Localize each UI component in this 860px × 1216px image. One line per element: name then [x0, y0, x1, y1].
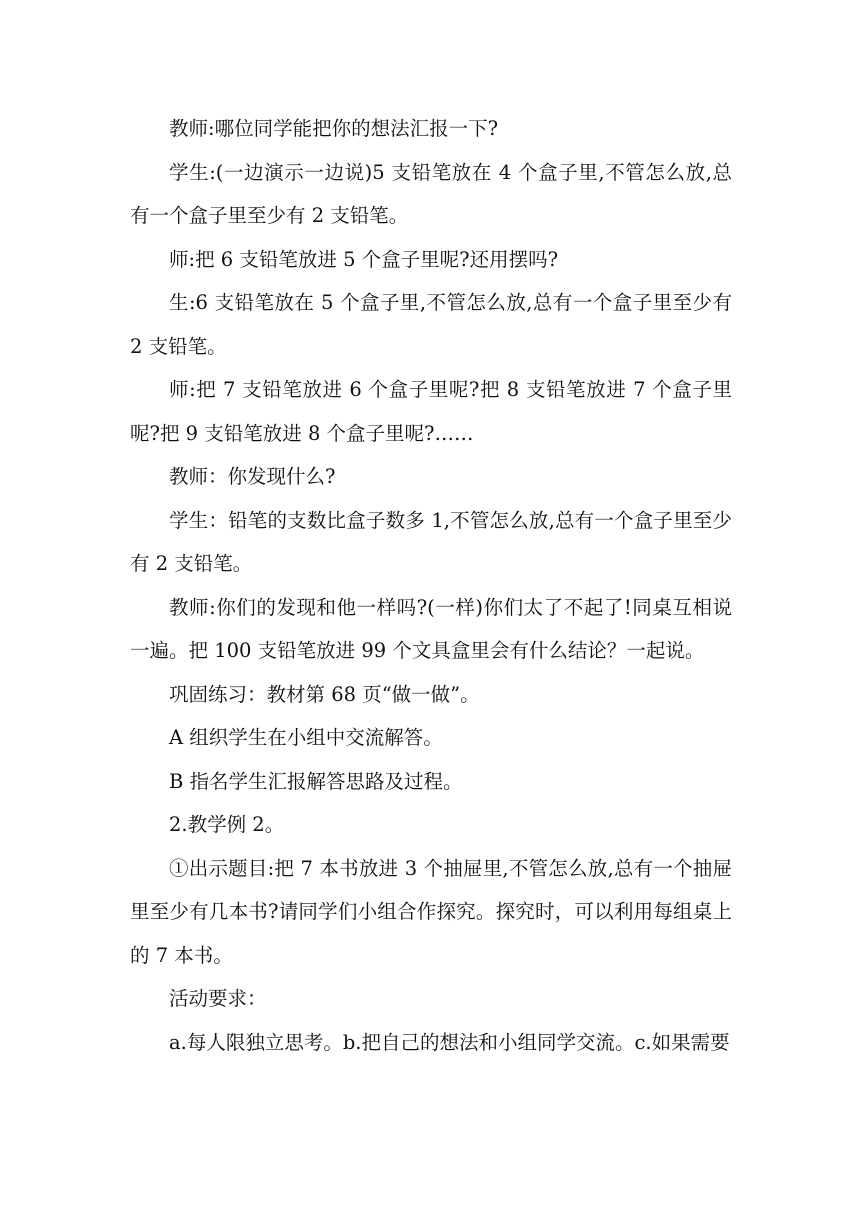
paragraph-student-6-pencils: 生:6 支铅笔放在 5 个盒子里,不管怎么放,总有一个盒子里至少有 2 支铅笔。	[130, 291, 732, 358]
paragraph-example-2-heading: 2.教学例 2。	[169, 813, 285, 836]
paragraph-practice-b: B 指名学生汇报解答思路及过程。	[169, 769, 463, 793]
paragraph-teacher-discovery: 教师：你发现什么?	[169, 465, 336, 488]
paragraph-teacher-more-cases: 师:把 7 支铅笔放进 6 个盒子里呢?把 8 支铅笔放进 7 个盒子里呢?把 9 支铅笔放进 8 个盒子里呢?……	[130, 378, 732, 445]
paragraph-practice: 巩固练习：教材第 68 页“做一做”。	[169, 682, 480, 706]
paragraph-student-demo: 学生:(一边演示一边说)5 支铅笔放在 4 个盒子里,不管怎么放,总有一个盒子里至少有 2 支铅笔。	[130, 160, 732, 227]
paragraph-activity-steps: a.每人限独立思考。b.把自己的想法和小组同学交流。c.如果需要	[169, 1030, 730, 1054]
paragraph-activity-requirements: 活动要求：	[169, 987, 267, 1010]
paragraph-teacher-6-pencils: 师:把 6 支铅笔放进 5 个盒子里呢?还用摆吗?	[169, 247, 559, 271]
paragraph-practice-a: A 组织学生在小组中交流解答。	[169, 726, 443, 749]
paragraph-example-2-problem: ①出示题目:把 7 本书放进 3 个抽屉里,不管怎么放,总有一个抽屉里至少有几本书?请同学们小组合作探究。探究时，可以利用每组桌上的 7 本书。	[130, 856, 732, 967]
paragraph-teacher-prompt: 教师:哪位同学能把你的想法汇报一下?	[169, 117, 499, 140]
paragraph-teacher-100-pencils: 教师:你们的发现和他一样吗?(一样)你们太了不起了!同桌互相说一遍。把 100 支铅笔放进 99 个文具盒里会有什么结论？一起说。	[130, 595, 732, 662]
paragraph-student-conclusion: 学生：铅笔的支数比盒子数多 1,不管怎么放,总有一个盒子里至少有 2 支铅笔。	[130, 508, 732, 575]
